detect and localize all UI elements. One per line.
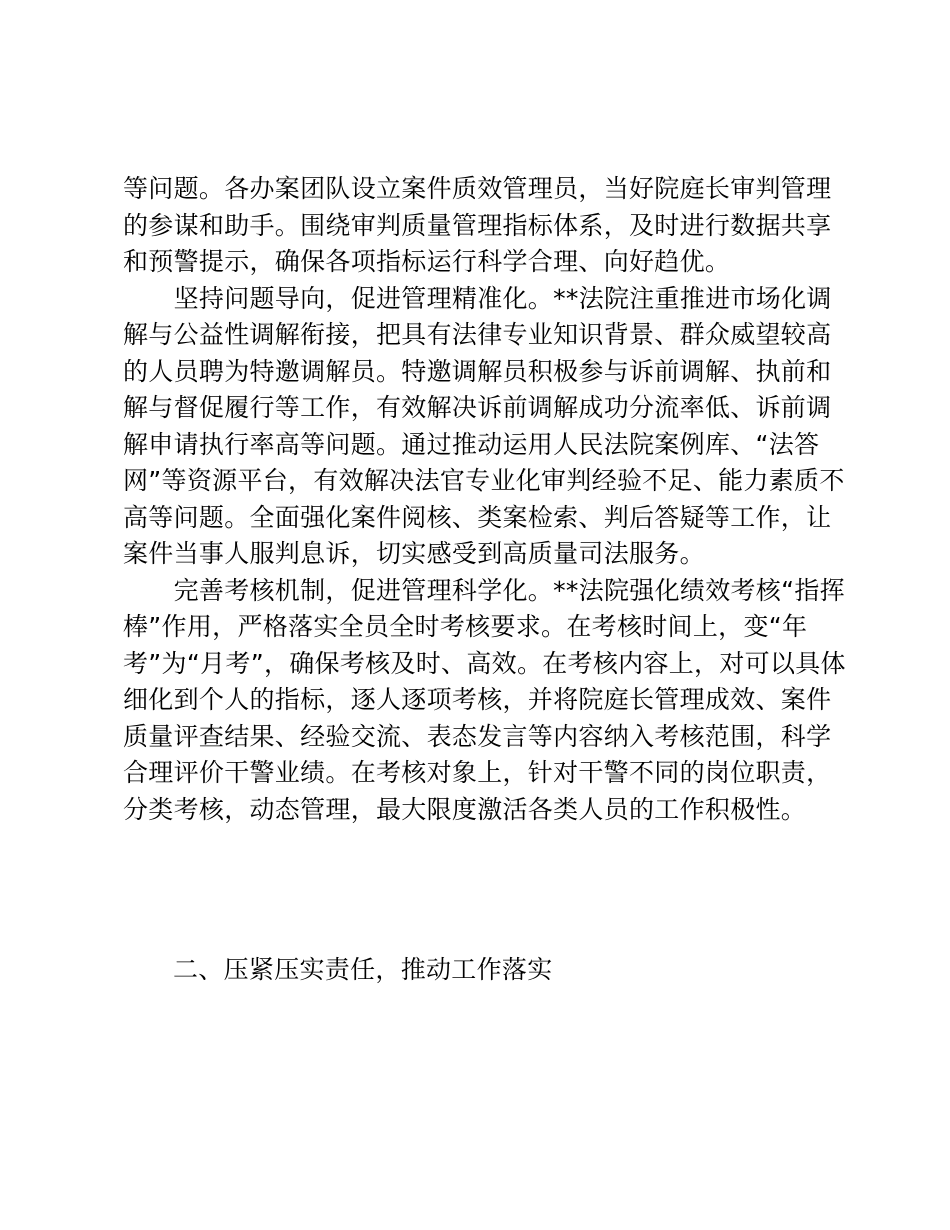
text-line: 质量评查结果、经验交流、表态发言等内容纳入考核范围，科学	[123, 721, 832, 751]
text-line: 高等问题。全面强化案件阅核、类案检索、判后答疑等工作，让	[123, 502, 832, 532]
text-line: 案件当事人服判息诉，切实感受到高质量司法服务。	[123, 539, 705, 568]
section-heading: 二、压紧压实责任，推动工作落实	[173, 955, 553, 984]
text-line: 等问题。各办案团队设立案件质效管理员，当好院庭长审判管理	[123, 174, 832, 203]
text-line: 的人员聘为特邀调解员。特邀调解员积极参与诉前调解、执前和	[123, 356, 832, 386]
text-line: 坚持问题导向，促进管理精准化。**法院注重推进市场化调	[123, 283, 832, 313]
text-line: 解申请执行率高等问题。通过推动运用人民法院案例库、“法答	[123, 429, 820, 459]
text-line: 考”为“月考”，确保考核及时、高效。在考核内容上，对可以具体	[123, 648, 846, 678]
body-text	[123, 171, 846, 828]
text-line: 完善考核机制，促进管理科学化。**法院强化绩效考核“指挥	[123, 575, 845, 605]
text-line: 网”等资源平台，有效解决法官专业化审判经验不足、能力素质不	[123, 466, 845, 495]
text-line: 细化到个人的指标，逐人逐项考核，并将院庭长管理成效、案件	[123, 685, 832, 714]
text-line: 棒”作用，严格落实全员全时考核要求。在考核时间上，变“年	[123, 612, 808, 641]
text-line: 分类考核，动态管理，最大限度激活各类人员的工作积极性。	[123, 794, 807, 824]
text-line: 合理评价干警业绩。在考核对象上，针对干警不同的岗位职责，	[123, 758, 832, 787]
text-line: 的参谋和助手。围绕审判质量管理指标体系，及时进行数据共享	[123, 210, 832, 240]
text-line: 解与公益性调解衔接，把具有法律专业知识背景、群众威望较高	[123, 320, 832, 349]
text-line: 解与督促履行等工作，有效解决诉前调解成功分流率低、诉前调	[123, 393, 832, 422]
text-line: 和预警提示，确保各项指标运行科学合理、向好趋优。	[123, 247, 731, 276]
